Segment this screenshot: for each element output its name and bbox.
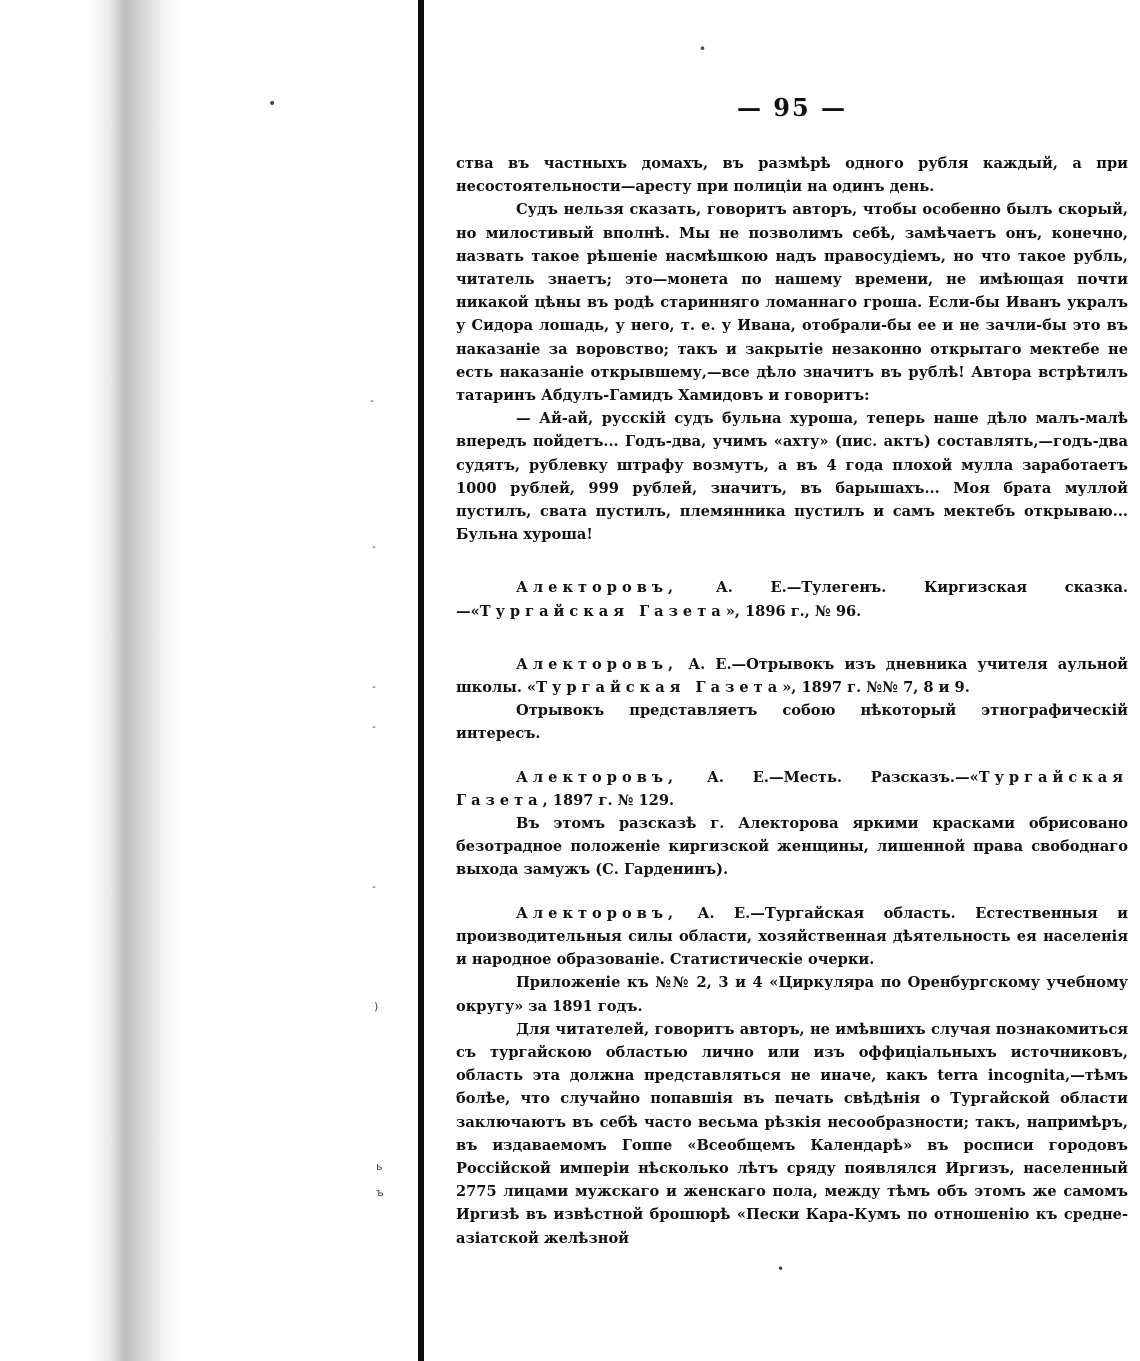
entry-body: А. Е.—Тулегенъ. Киргизская сказка.—« <box>456 579 1128 620</box>
entry-body: А. Е.—Тургайская область. Естественныя и производительныя силы области, хозяйственная дѣятельность ея населенія и народное образованіе. Статистическіе очерки. <box>456 904 1128 969</box>
bibliography-entry <box>456 576 1128 622</box>
scan-speck: - <box>372 880 376 893</box>
scan-speck: • <box>268 96 277 112</box>
entry-body: А. Е.—Отрывокъ изъ дневника учителя аульной школы. « <box>456 655 1128 697</box>
scan-speck: ъ <box>376 1186 384 1199</box>
scan-speck: - <box>370 394 374 407</box>
paragraph-continuation: ства въ частныхъ домахъ, въ размѣрѣ одного рубля каждый, а при несостоятельности—аресту при полиціи на одинъ день. <box>456 155 1128 196</box>
scan-speck: • <box>777 1262 785 1276</box>
paragraph-court-commentary: Судъ нельзя сказать, говоритъ авторъ, чтобы особенно былъ скорый, но милостивый вполнѣ. Мы не позволимъ себѣ, замѣчаетъ онъ, конечно, назвать такое рѣшеніе насмѣшкою надъ правосудіемъ, но что такое рубль, читатель знаетъ; это—монета по нашему времени, не имѣющая почти никакой цѣны въ родѣ старинняго ломаннаго гроша. Если-бы Иванъ укралъ у Сидора лошадь, у него, т. е. у Ивана, отобрали-бы ее и не зачли-бы это въ наказаніе за воровство; такъ и закрытіе незаконно открытаго мектебе не есть наказаніе открывшему,—все дѣло значитъ въ рублѣ! Автора встрѣтилъ татаринъ Абдулъ-Гамидъ Хамидовъ и говоритъ: <box>456 201 1128 405</box>
entry-author: Алекторовъ, <box>516 655 679 673</box>
entry-author: Алекторовъ, <box>516 904 679 922</box>
entry-source: Тургайская Газета <box>479 602 726 620</box>
scan-speck: - <box>372 720 376 733</box>
bibliography-entry <box>456 902 1128 1250</box>
facing-page-margin <box>0 0 422 1361</box>
entry-author: Алекторовъ, <box>516 768 679 786</box>
scan-speck: - <box>372 540 376 553</box>
entry-supplement-note: Приложеніе къ №№ 2, 3 и 4 «Циркуляра по Оренбургскому учебному округу» за 1891 годъ. <box>456 974 1128 1015</box>
scan-speck: • <box>699 42 707 56</box>
entry-tail: », 1897 г. №№ 7, 8 и 9. <box>782 679 970 697</box>
entry-note: Въ этомъ разсказѣ г. Алекторова яркими красками обрисовано безотрадное положеніе киргизской женщины, лишенной права свободнаго выхода замужъ (С. Гарденинъ). <box>456 815 1128 879</box>
bibliography-entry <box>456 766 1128 882</box>
entry-source: Тургайская Газета <box>536 679 783 697</box>
entry-source: Тургайская Газета <box>456 768 1128 809</box>
entry-tail: », 1896 г., № 96. <box>725 602 862 620</box>
bibliography-entry <box>456 653 1128 746</box>
entry-note: Для читателей, говоритъ авторъ, не имѣвшихъ случая познакомиться съ тургайскою областью лично или изъ оффиціальныхъ источниковъ, область эта должна представляться не иначе, какъ terra incognita,—тѣмъ болѣе, что случайно попавшія въ печать свѣдѣнія о Тургайской области заключаютъ въ себѣ часто весьма рѣзкія несообразности; такъ, напримѣръ, въ издаваемомъ Гоппе «Всеобщемъ Календарѣ» въ росписи городовъ Россійской имперіи нѣсколько лѣтъ сряду появлялся Иргизъ, населенный 2775 лицами мужскаго и женскаго пола, между тѣмъ объ этомъ же самомъ Иргизѣ въ извѣстной брошюрѣ «Пески Кара-Кумъ по отношенію къ средне-азіатской желѣзной <box>456 1020 1128 1247</box>
page-number: — 95 — <box>736 93 848 122</box>
entry-author: Алекторовъ, <box>516 579 679 597</box>
entry-body: А. Е.—Месть. Разсказъ.—« <box>678 768 979 786</box>
scan-speck: ь <box>376 1160 383 1173</box>
binding-edge-line <box>418 0 424 1361</box>
entry-note: Отрывокъ представляетъ собою нѣкоторый этнографическій интересъ. <box>456 702 1128 743</box>
book-page <box>456 88 1128 1250</box>
scan-speck: ) <box>374 1000 379 1013</box>
scan-speck: - <box>372 680 376 693</box>
entry-tail: , 1897 г. № 129. <box>542 791 675 809</box>
paragraph-quoted-speech: — Ай-ай, русскій судъ бульна хуроша, теперь наше дѣло малъ-малѣ впередъ пойдетъ... Годъ-два, учимъ «ахту» (пис. актъ) составлять,—годъ-два судятъ, рублевку штрафу возмутъ, а въ 4 года плохой мулла заработаетъ 1000 рублей, 999 рублей, значитъ, въ барышахъ... Моя брата муллой пустилъ, свата пустилъ, племянника пустилъ и самъ мектебъ открываю... Бульна хуроша! <box>456 410 1128 544</box>
